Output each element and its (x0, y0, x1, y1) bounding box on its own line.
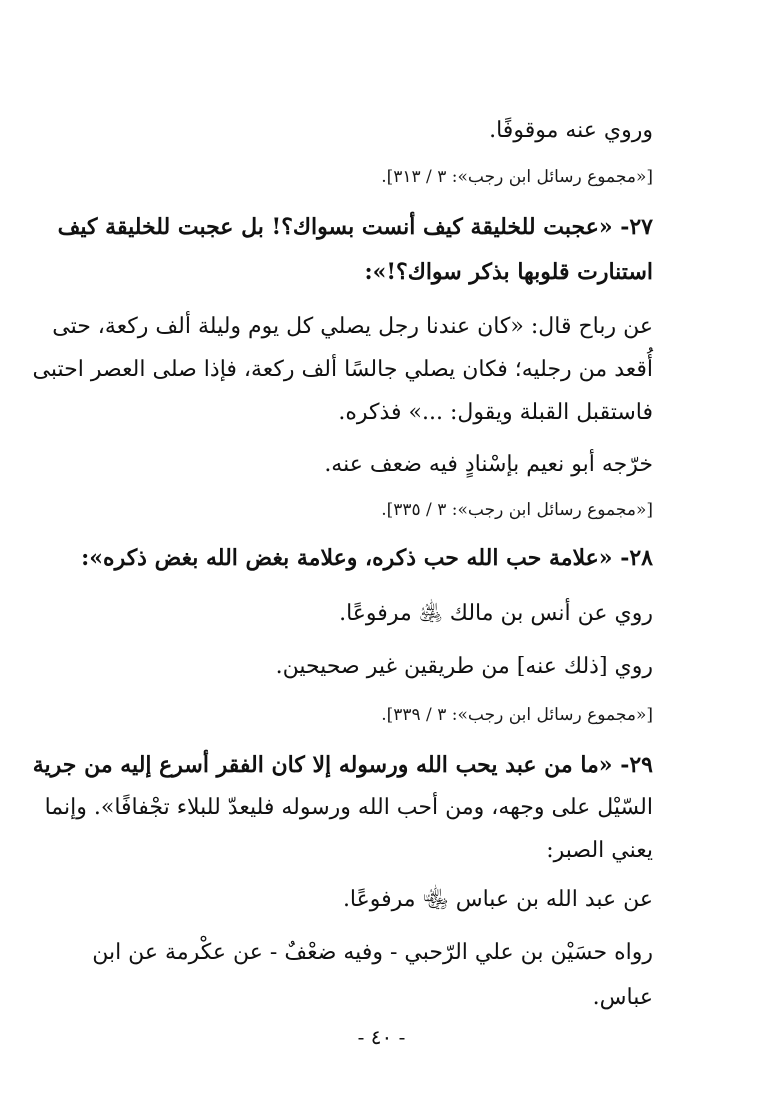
saying-28: ٢٨- «علامة حب الله حب ذكره، وعلامة بغض الله بغض ذكره»: (81, 545, 653, 571)
text-line-mawqufan: وروي عنه موقوفًا. (489, 118, 653, 143)
riwaya-husayn-line-2: عباس. (592, 985, 653, 1010)
saying-29-line-1: ٢٩- «ما من عبد يحب الله ورسوله إلا كان الفقر أسرع إليه من جرية (32, 752, 653, 778)
narration-rabah-line-3: فاستقبل القبلة ويقول: ...» فذكره. (338, 400, 653, 425)
saying-27-line-1: ٢٧- «عجبت للخليقة كيف أنست بسواك؟! بل عجبت للخليقة كيف (57, 214, 653, 240)
source-reference-313: [«مجموع رسائل ابن رجب»: ٣ / ٣١٣]. (381, 167, 653, 187)
narration-anas: روي عن أنس بن مالك ﵁ مرفوعًا. (339, 601, 653, 626)
two-weak-routes: روي [ذلك عنه] من طريقين غير صحيحين. (275, 654, 653, 679)
takhrij-abu-nuaym: خرّجه أبو نعيم بإسْنادٍ فيه ضعف عنه. (324, 452, 653, 477)
narration-rabah-line-1: عن رباح قال: «كان عندنا رجل يصلي كل يوم وليلة ألف ركعة، حتى (52, 314, 653, 339)
saying-29-line-3: يعني الصبر: (546, 838, 653, 863)
saying-27-line-2: استنارت قلوبها بذكر سواك؟!»: (364, 259, 653, 285)
source-reference-339: [«مجموع رسائل ابن رجب»: ٣ / ٣٣٩]. (381, 705, 653, 725)
page-number: - ٤٠ - (357, 1025, 406, 1049)
narration-rabah-line-2: أُقعد من رجليه؛ فكان يصلي جالسًا ألف ركعة، فإذا صلى العصر احتبى (32, 357, 653, 382)
saying-29-line-2: السّيْل على وجهه، ومن أحب الله ورسوله فليعدّ للبلاء تجْفافًا». وإنما (44, 795, 653, 820)
source-reference-335: [«مجموع رسائل ابن رجب»: ٣ / ٣٣٥]. (381, 500, 653, 520)
narration-ibn-abbas: عن عبد الله بن عباس ﵄ مرفوعًا. (342, 887, 653, 912)
riwaya-husayn-line-1: رواه حسَيْن بن علي الرّحبي - وفيه ضعْفٌ - عن عكْرمة عن ابن (92, 940, 653, 965)
